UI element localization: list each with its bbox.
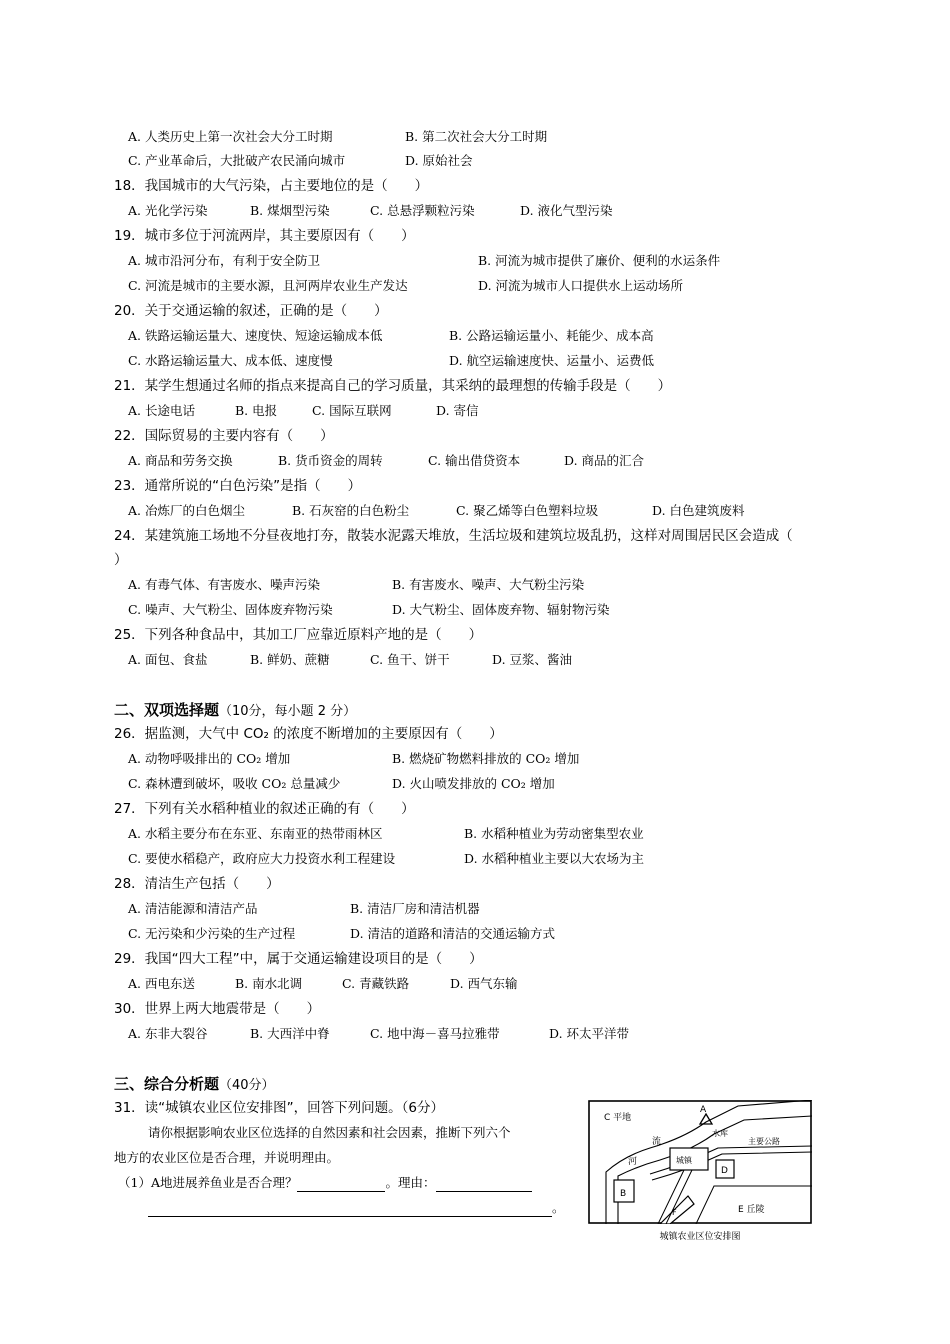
q21-option-d: D. 寄信 xyxy=(436,403,479,418)
q31-sub1-end: 。 xyxy=(552,1200,565,1215)
q19-option-b: B. 河流为城市提供了廉价、便利的水运条件 xyxy=(478,253,721,268)
q30-stem: 30．世界上两大地震带是（ ） xyxy=(114,1001,321,1017)
map-label-town: 城镇 xyxy=(676,1156,692,1165)
q27-option-b: B. 水稻种植业为劳动密集型农业 xyxy=(464,826,644,841)
town-agriculture-map xyxy=(588,1100,812,1224)
map-label-he: 河 xyxy=(628,1157,638,1167)
section-3-title: 三、综合分析题 xyxy=(114,1075,220,1093)
q18-option-a: A. 光化学污染 xyxy=(128,203,208,218)
q31-stem: 31．读“城镇农业区位安排图”，回答下列问题。（6分） xyxy=(114,1100,445,1116)
q28-option-d: D. 清洁的道路和清洁的交通运输方式 xyxy=(350,926,556,941)
q19-option-a: A. 城市沿河分布，有利于安全防卫 xyxy=(128,253,320,268)
map-label-reservoir: 水库 xyxy=(712,1129,728,1138)
q30-option-b: B. 大西洋中脊 xyxy=(250,1026,330,1041)
q27-stem: 27．下列有关水稻种植业的叙述正确的有（ ） xyxy=(114,801,415,817)
q18-option-d: D. 液化气型污染 xyxy=(520,203,613,218)
q20-option-a: A. 铁路运输运量大、速度快、短途运输成本低 xyxy=(128,328,383,343)
q19-option-d: D. 河流为城市人口提供水上运动场所 xyxy=(478,278,684,293)
q31-sub1-reason-label: 。理由： xyxy=(385,1175,436,1190)
q24-option-a: A. 有毒气体、有害废水、噪声污染 xyxy=(128,577,320,592)
q23-stem: 23．通常所说的“白色污染”是指（ ） xyxy=(114,478,362,494)
q19-option-c: C. 河流是城市的主要水源，且河两岸农业生产发达 xyxy=(128,278,408,293)
q28-option-b: B. 清洁厂房和清洁机器 xyxy=(350,901,480,916)
q31-sub1-reason-line-2 xyxy=(148,1199,565,1217)
q19-stem: 19．城市多位于河流两岸，其主要原因有（ ） xyxy=(114,228,415,244)
q24-option-d: D. 大气粉尘、固体废弃物、辐射物污染 xyxy=(392,602,610,617)
q26-stem: 26．据监测，大气中 CO₂ 的浓度不断增加的主要原因有（ ） xyxy=(114,726,503,742)
q17-option-c: C. 产业革命后，大批破产农民涌向城市 xyxy=(128,153,346,168)
q29-option-d: D. 西气东输 xyxy=(450,976,518,991)
map-caption: 城镇农业区位安排图 xyxy=(659,1232,741,1242)
q24-option-b: B. 有害废水、噪声、大气粉尘污染 xyxy=(392,577,585,592)
q30-option-d: D. 环太平洋带 xyxy=(549,1026,630,1041)
q27-option-c: C. 要使水稻稳产，政府应大力投资水利工程建设 xyxy=(128,851,396,866)
q24-option-c: C. 噪声、大气粉尘、固体废弃物污染 xyxy=(128,602,333,617)
section-3-note: （40分） xyxy=(219,1078,275,1093)
q22-option-d: D. 商品的汇合 xyxy=(564,453,645,468)
q22-option-c: C. 输出借贷资本 xyxy=(428,453,521,468)
q29-option-a: A. 西电东送 xyxy=(128,976,195,991)
q31-sub1-reason-blank-2[interactable] xyxy=(148,1202,552,1217)
q25-option-a: A. 面包、食盐 xyxy=(128,652,208,667)
q25-option-d: D. 豆浆、酱油 xyxy=(492,652,573,667)
map-label-e: E 丘陵 xyxy=(738,1205,765,1215)
q17-option-b: B. 第二次社会大分工时期 xyxy=(405,129,548,144)
q17-option-a: A. 人类历史上第一次社会大分工时期 xyxy=(128,129,333,144)
map-label-b: B xyxy=(620,1189,627,1199)
q31-intro-line-2: 地方的农业区位是否合理，并说明理由。 xyxy=(114,1150,340,1165)
q26-option-d: D. 火山喷发排放的 CO₂ 增加 xyxy=(392,776,555,791)
q26-option-a: A. 动物呼吸排出的 CO₂ 增加 xyxy=(128,751,291,766)
q28-option-c: C. 无污染和少污染的生产过程 xyxy=(128,926,296,941)
q18-option-b: B. 煤烟型污染 xyxy=(250,203,330,218)
q29-option-c: C. 青藏铁路 xyxy=(342,976,410,991)
q25-stem: 25．下列各种食品中，其加工厂应靠近原料产地的是（ ） xyxy=(114,627,483,643)
q23-option-c: C. 聚乙烯等白色塑料垃圾 xyxy=(456,503,599,518)
q30-option-c: C. 地中海－喜马拉雅带 xyxy=(370,1026,500,1041)
q31-intro-line-1: 请你根据影响农业区位选择的自然因素和社会因素，推断下列六个 xyxy=(148,1125,511,1140)
section-3-heading xyxy=(114,1074,275,1096)
map-label-a: A xyxy=(700,1105,707,1115)
q22-option-a: A. 商品和劳务交换 xyxy=(128,453,233,468)
q18-option-c: C. 总悬浮颗粒污染 xyxy=(370,203,475,218)
q31-sub1-answer-blank[interactable] xyxy=(297,1177,385,1192)
q20-option-c: C. 水路运输运量大、成本低、速度慢 xyxy=(128,353,333,368)
q24-stem: 24．某建筑施工场地不分昼夜地打夯，散装水泥露天堆放，生活垃圾和建筑垃圾乱扔，这样对周围居民区会造成（ xyxy=(114,528,793,544)
q23-option-a: A. 冶炼厂的白色烟尘 xyxy=(128,503,245,518)
map-label-d: D xyxy=(721,1166,728,1176)
q20-option-d: D. 航空运输速度快、运量小、运费低 xyxy=(449,353,655,368)
q30-option-a: A. 东非大裂谷 xyxy=(128,1026,208,1041)
q23-option-b: B. 石灰窑的白色粉尘 xyxy=(292,503,410,518)
section-2-heading xyxy=(114,700,356,722)
q26-option-b: B. 燃烧矿物燃料排放的 CO₂ 增加 xyxy=(392,751,580,766)
q22-option-b: B. 货币资金的周转 xyxy=(278,453,383,468)
q21-option-a: A. 长途电话 xyxy=(128,403,195,418)
q25-option-c: C. 鱼干、饼干 xyxy=(370,652,450,667)
q27-option-d: D. 水稻种植业主要以大农场为主 xyxy=(464,851,645,866)
section-2-note: （10分，每小题 2 分） xyxy=(219,704,357,719)
q25-option-b: B. 鲜奶、蔗糖 xyxy=(250,652,330,667)
q27-option-a: A. 水稻主要分布在东亚、东南亚的热带雨林区 xyxy=(128,826,383,841)
q29-stem: 29．我国“四大工程”中，属于交通运输建设项目的是（ ） xyxy=(114,951,483,967)
q23-option-d: D. 白色建筑废料 xyxy=(652,503,745,518)
q24-stem-continued: ） xyxy=(114,552,128,568)
q31-sub1-prompt: （1）A地进展养鱼业是否合理？ xyxy=(118,1175,298,1190)
map-label-c: C 平地 xyxy=(604,1113,632,1123)
q21-option-b: B. 电报 xyxy=(235,403,278,418)
q17-option-d: D. 原始社会 xyxy=(405,153,473,168)
q20-stem: 20．关于交通运输的叙述，正确的是（ ） xyxy=(114,303,388,319)
q31-sub1 xyxy=(118,1174,532,1192)
q28-stem: 28．清洁生产包括（ ） xyxy=(114,876,280,892)
q22-stem: 22．国际贸易的主要内容有（ ） xyxy=(114,428,334,444)
map-label-liu: 流 xyxy=(652,1137,662,1147)
q29-option-b: B. 南水北调 xyxy=(235,976,303,991)
map-label-road: 主要公路 xyxy=(748,1137,780,1146)
q18-stem: 18．我国城市的大气污染，占主要地位的是（ ） xyxy=(114,178,429,194)
q20-option-b: B. 公路运输运量小、耗能少、成本高 xyxy=(449,328,654,343)
map-label-f: F xyxy=(672,1208,677,1217)
q31-sub1-reason-blank[interactable] xyxy=(436,1177,532,1192)
q26-option-c: C. 森林遭到破坏，吸收 CO₂ 总量减少 xyxy=(128,776,341,791)
q21-stem: 21．某学生想通过名师的指点来提高自己的学习质量，其采纳的最理想的传输手段是（ ） xyxy=(114,378,672,394)
q28-option-a: A. 清洁能源和清洁产品 xyxy=(128,901,258,916)
q21-option-c: C. 国际互联网 xyxy=(312,403,392,418)
section-2-title: 二、双项选择题 xyxy=(114,701,220,719)
